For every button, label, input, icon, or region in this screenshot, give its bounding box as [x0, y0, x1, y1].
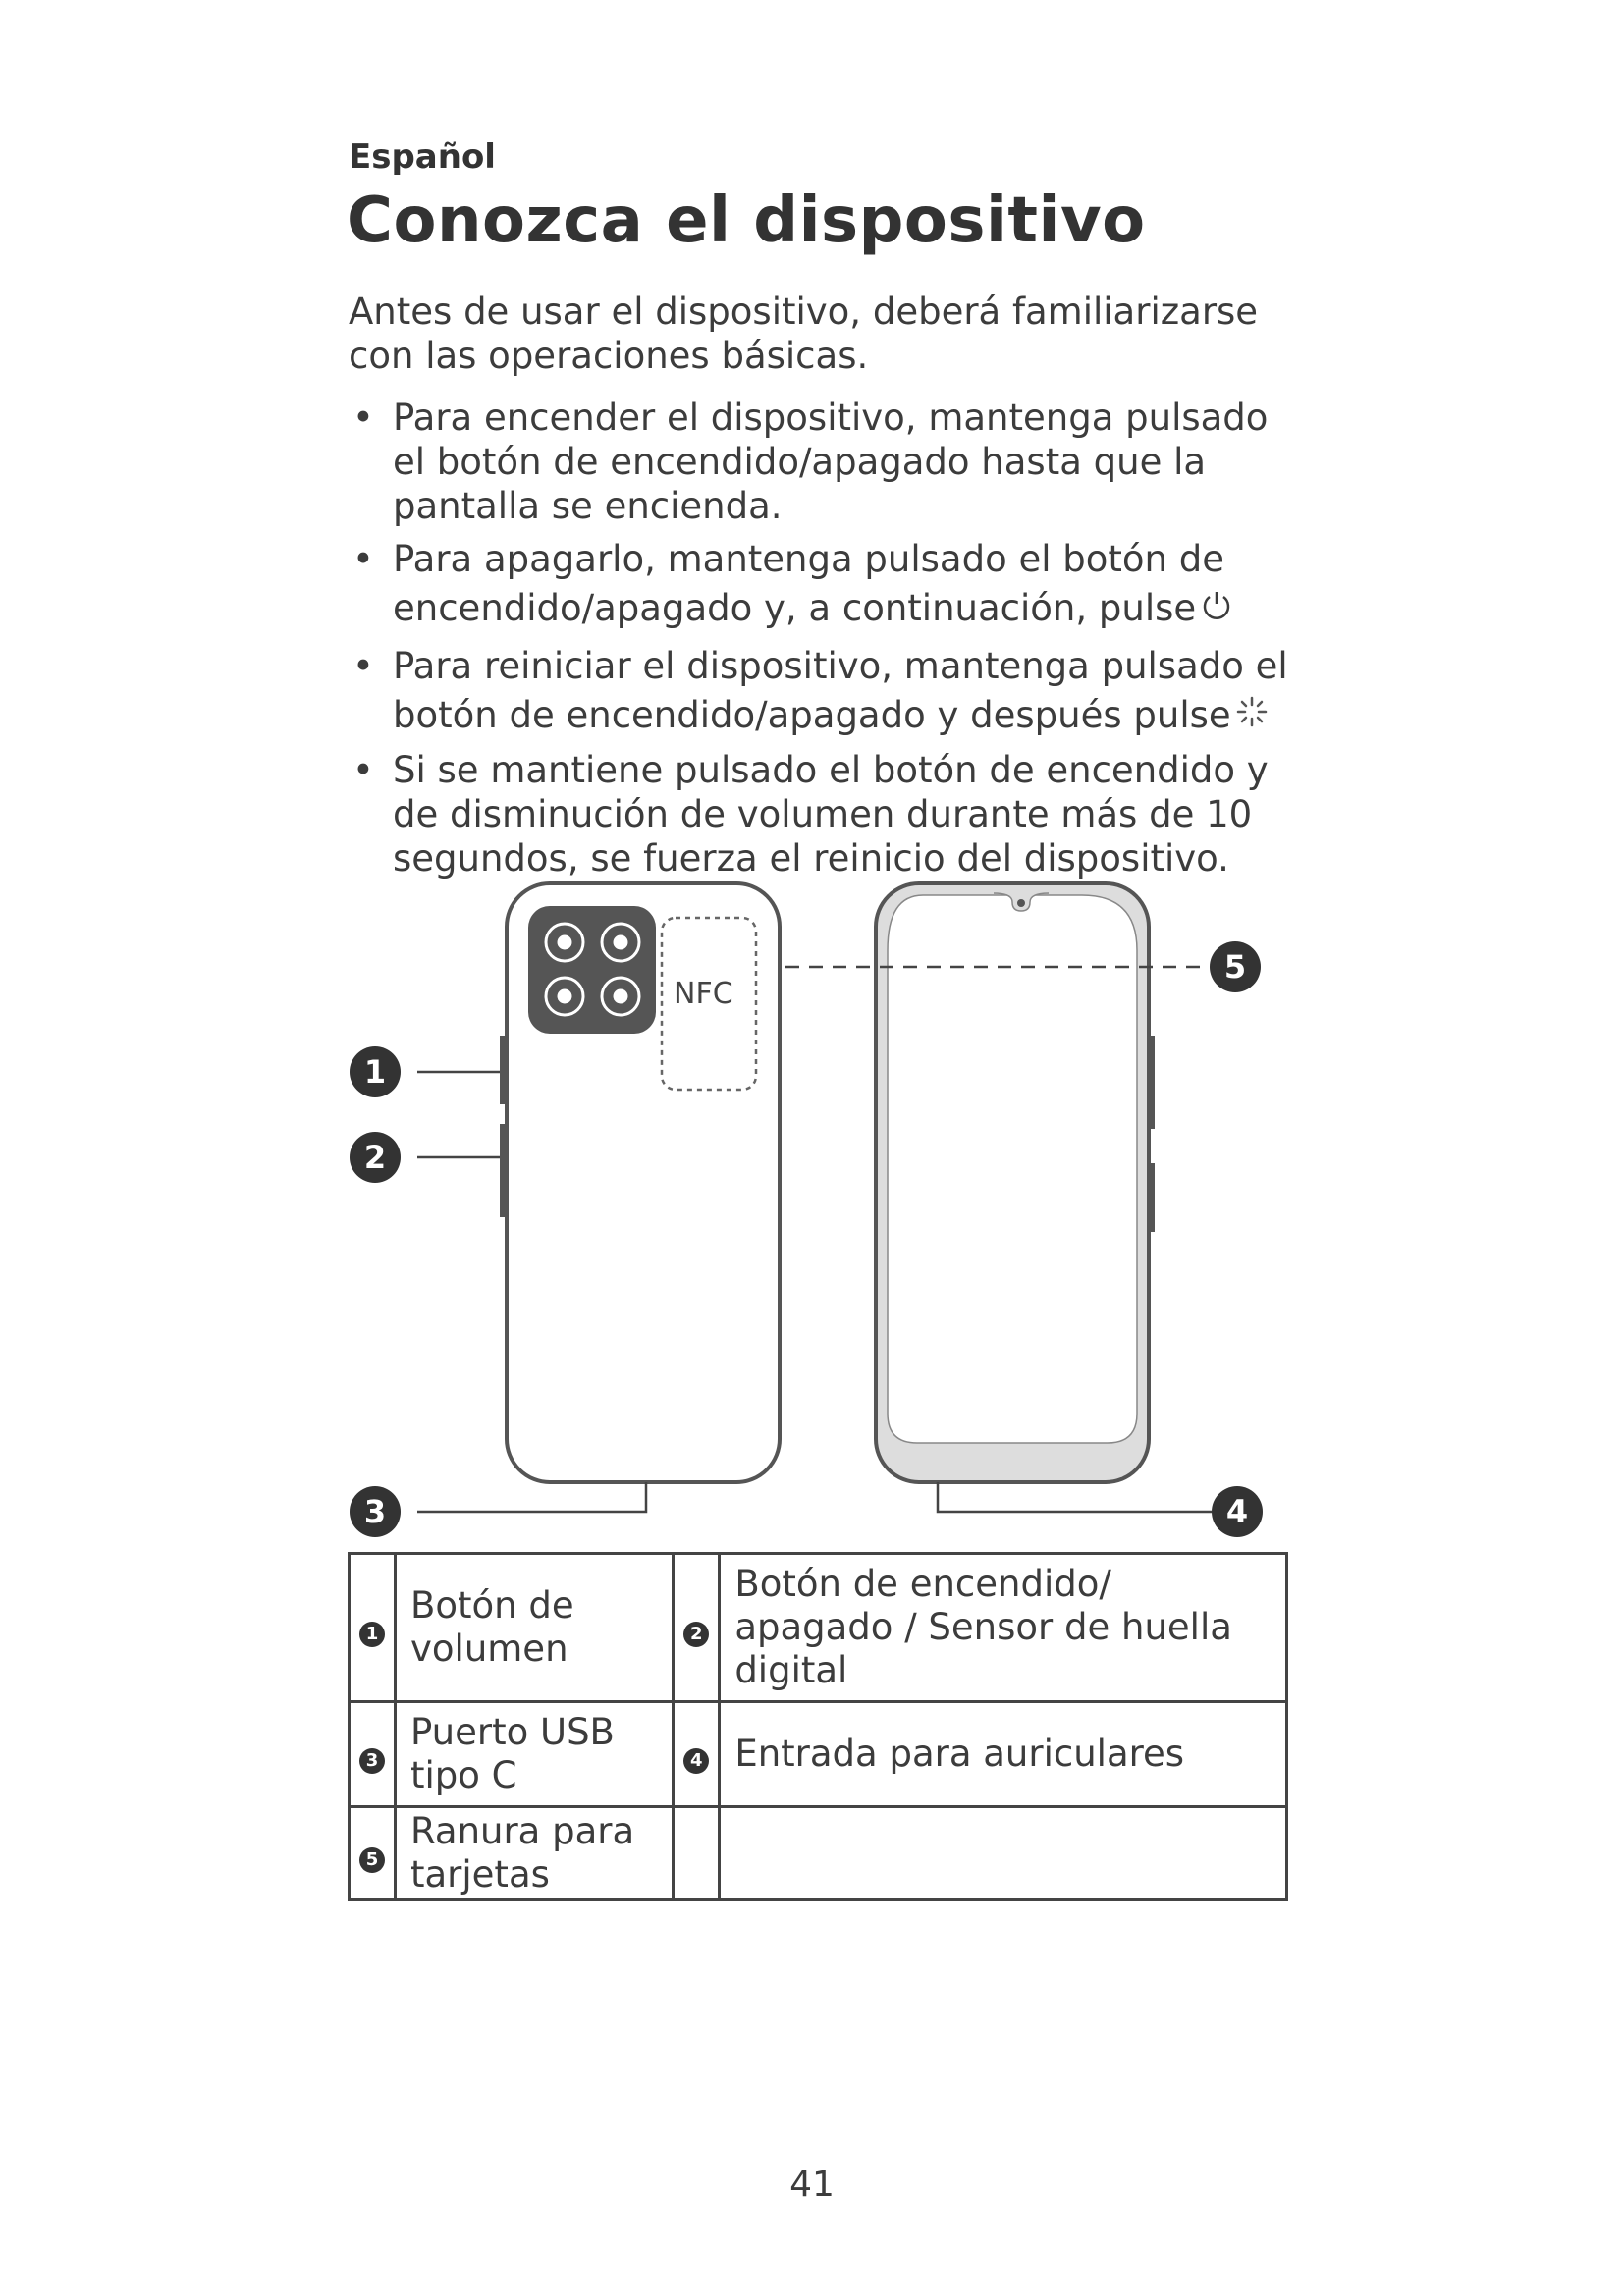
leader-line-3: [417, 1482, 646, 1512]
page-number: 41: [789, 2164, 835, 2205]
table-cell-number: [674, 1702, 720, 1807]
callout: [1210, 941, 1261, 992]
device-diagram: [334, 869, 1296, 1546]
callout-number: 3: [363, 1493, 387, 1530]
list-item: [349, 748, 1291, 881]
table-cell-number: [674, 1807, 720, 1900]
front-camera: [1017, 899, 1025, 907]
callout: [1212, 1486, 1263, 1537]
list-item: [349, 535, 1291, 635]
bullet-text: Para reiniciar el dispositivo, mantenga pulsado el botón de encendido/apagado y después pulse: [393, 644, 1288, 736]
table-row: [350, 1702, 1287, 1807]
number-badge: 1: [359, 1622, 385, 1647]
side-button: [1149, 1163, 1155, 1232]
list-item: [349, 642, 1291, 742]
restart-icon: [1235, 692, 1269, 741]
volume-button: [500, 1036, 507, 1104]
instructions-list: [349, 396, 1291, 887]
number-badge: 4: [683, 1748, 709, 1774]
callout: [350, 1486, 401, 1537]
table-cell-label: Ranura para tarjetas: [396, 1807, 674, 1900]
table-cell-number: [350, 1807, 396, 1900]
callout-number: 1: [363, 1053, 387, 1091]
callout-number: 2: [363, 1139, 387, 1176]
number-badge: 2: [683, 1622, 709, 1647]
number-badge: 3: [359, 1748, 385, 1774]
table-cell-label: Puerto USB tipo C: [396, 1702, 674, 1807]
callout-number: 5: [1223, 948, 1247, 986]
table-cell-label: Botón de encendido/ apagado / Sensor de huella digital: [720, 1554, 1287, 1702]
table-row: [350, 1554, 1287, 1702]
table-cell-label: [720, 1807, 1287, 1900]
list-item: [349, 396, 1291, 528]
parts-table: [348, 1552, 1288, 1901]
callout: [350, 1132, 401, 1183]
table-cell-number: [350, 1702, 396, 1807]
table-cell-number: [674, 1554, 720, 1702]
side-button: [1149, 1036, 1155, 1129]
callout: [350, 1046, 401, 1097]
power-button: [500, 1124, 507, 1217]
bullet-text: Para apagarlo, mantenga pulsado el botón de encendido/apagado y, a continuación, pulse: [393, 538, 1225, 629]
table-cell-label: Botón de volumen: [396, 1554, 674, 1702]
bullet-text: Para encender el dispositivo, mantenga pulsado el botón de encendido/apagado hasta que la pantalla se encienda.: [393, 397, 1269, 527]
leader-line-4: [938, 1482, 1212, 1512]
camera-module: [528, 906, 656, 1034]
intro-paragraph: Antes de usar el dispositivo, deberá familiarizarse con las operaciones básicas.: [349, 291, 1259, 377]
callout-number: 4: [1225, 1493, 1249, 1530]
page-title: Conozca el dispositivo: [347, 185, 1146, 257]
table-cell-number: [350, 1554, 396, 1702]
table-row: [350, 1807, 1287, 1900]
phone-screen: [888, 895, 1137, 1443]
table-cell-label: Entrada para auriculares: [720, 1702, 1287, 1807]
bullet-text: Si se mantiene pulsado el botón de encendido y de disminución de volumen durante más de 10 segundos, se fuerza el reinicio del dispositivo.: [393, 749, 1269, 880]
language-label: Español: [349, 137, 496, 177]
number-badge: 5: [359, 1847, 385, 1873]
power-icon: [1200, 586, 1233, 635]
nfc-label: NFC: [674, 977, 733, 1011]
